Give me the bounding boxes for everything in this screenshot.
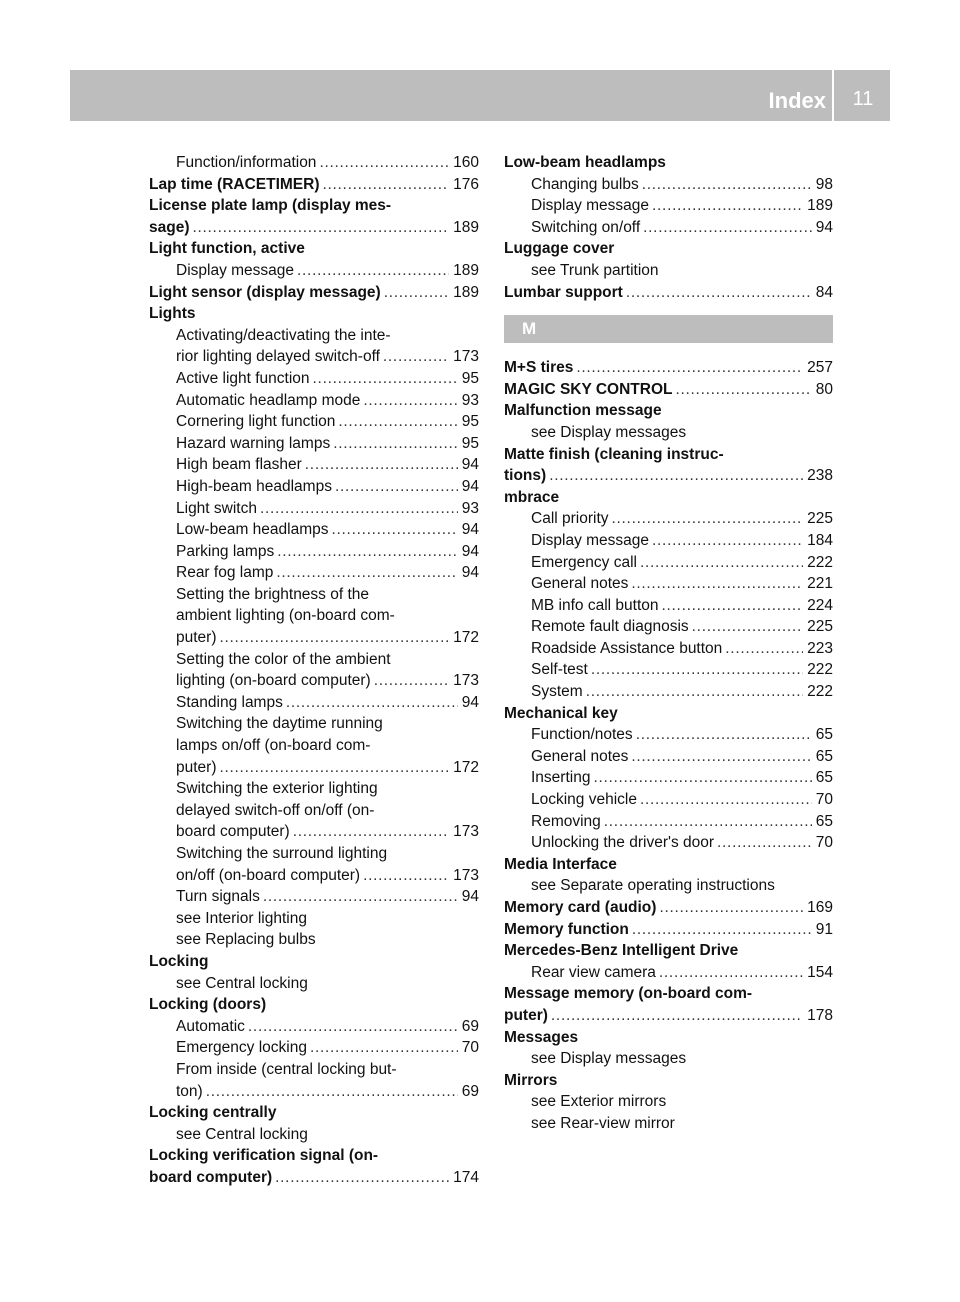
index-subentry [149,476,479,498]
entry-text: Active light function [176,369,310,387]
entry-text: tions) [504,467,547,485]
page-reference[interactable]: 94 [815,218,833,236]
index-entry [504,897,833,919]
page-reference[interactable]: 95 [461,434,479,452]
index-column-left [149,152,479,1189]
dot-leader [643,217,812,239]
index-column-right [504,152,833,1135]
entry-text: Activating/deactivating the inte- [176,326,391,344]
index-subentry [149,325,479,347]
index-subentry [149,649,479,671]
page-reference[interactable]: 173 [453,866,479,884]
page-reference[interactable]: 98 [815,175,833,193]
index-subentry [504,875,833,897]
entry-text: Lights [149,305,196,323]
page-reference[interactable]: 189 [453,218,479,236]
dot-leader [640,552,803,574]
entry-text: Locking verification signal (on- [149,1147,379,1165]
dot-leader [335,476,458,498]
page-title: Index [768,88,826,113]
index-subentry [149,541,479,563]
index-entry [149,1145,479,1167]
entry-text: Setting the color of the ambient [176,650,391,668]
entry-text: Emergency call [531,553,637,571]
page-reference[interactable]: 93 [461,391,479,409]
dot-leader [384,282,449,304]
dot-leader [277,541,458,563]
entry-text: see Rear-view mirror [531,1114,675,1132]
entry-text: Rear view camera [531,963,656,981]
entry-text: General notes [531,575,629,593]
entry-text: see Central locking [176,974,308,992]
index-entry [504,238,833,260]
page-reference[interactable]: 160 [453,154,479,171]
dot-leader [193,217,450,239]
index-subentry [149,821,479,843]
entry-text: Cornering light function [176,413,336,431]
dot-leader [692,616,803,638]
index-entry [504,465,833,487]
dot-leader [363,390,457,412]
page-reference[interactable]: 221 [807,575,833,593]
index-subentry [149,843,479,865]
dot-leader [220,627,450,649]
index-subentry [504,638,833,660]
dot-leader [332,519,458,541]
entry-text: Roadside Assistance button [531,639,723,657]
index-subentry [504,422,833,444]
entry-text: Turn signals [176,888,260,906]
index-subentry [504,508,833,530]
index-subentry [504,789,833,811]
entry-text: Automatic headlamp mode [176,391,361,409]
dot-leader [276,562,457,584]
index-subentry [504,681,833,703]
dot-leader [286,692,458,714]
index-entry [504,152,833,174]
entry-text: see Display messages [531,1050,687,1068]
entry-text: MAGIC SKY CONTROL [504,380,673,398]
index-subentry [504,260,833,282]
index-entry [504,919,833,941]
index-subentry [149,735,479,757]
entry-text: Call priority [531,510,609,528]
page-reference[interactable]: 70 [815,791,833,809]
dot-leader [383,346,449,368]
entry-text: MB info call button [531,596,659,614]
entry-text: Hazard warning lamps [176,434,331,452]
entry-text: Remote fault diagnosis [531,618,689,636]
index-subentry [149,562,479,584]
index-subentry [149,1059,479,1081]
index-entry [149,1102,479,1124]
dot-leader [549,465,803,487]
dot-leader [323,174,450,196]
index-subentry [149,692,479,714]
index-entry [149,994,479,1016]
entry-text: see Exterior mirrors [531,1093,667,1111]
entry-text: mbrace [504,488,560,506]
entry-text: Memory card (audio) [504,899,657,916]
page-reference[interactable]: 222 [807,553,833,571]
dot-leader [297,260,449,282]
entry-text: System [531,683,583,701]
entry-text: see Replacing bulbs [176,931,316,949]
entry-text: Function/information [176,154,317,171]
index-subentry [504,724,833,746]
entry-text: ton) [176,1082,203,1100]
dot-leader [632,919,812,941]
index-subentry [149,627,479,649]
entry-text: puter) [504,1006,548,1024]
index-subentry [149,390,479,412]
dot-leader [586,681,803,703]
index-subentry [149,929,479,951]
dot-leader [333,433,458,455]
index-entry [149,174,479,196]
page-reference[interactable]: 95 [461,369,479,387]
index-subentry [149,886,479,908]
entry-text: Rear fog lamp [176,564,274,582]
entry-text: Luggage cover [504,240,615,258]
dot-leader [338,411,457,433]
entry-text: High beam flasher [176,456,302,474]
entry-text: Matte finish (cleaning instruc- [504,445,724,463]
index-subentry [149,1037,479,1059]
entry-text: delayed switch-off on/off (on- [176,801,375,819]
page-number: 11 [852,88,874,110]
index-subentry [504,746,833,768]
index-subentry [149,908,479,930]
entry-text: Changing bulbs [531,175,639,193]
index-subentry [149,498,479,520]
index-entry [504,983,833,1005]
dot-leader [248,1016,458,1038]
index-entry [149,195,479,217]
index-subentry [504,552,833,574]
entry-text: Low-beam headlamps [176,521,329,539]
entry-text: Automatic [176,1017,245,1035]
page-reference[interactable]: 65 [815,747,833,765]
dot-leader [313,368,458,390]
page-reference[interactable]: 95 [461,413,479,431]
page-reference[interactable]: 65 [815,769,833,787]
entry-text: puter) [176,629,217,647]
entry-text: Malfunction message [504,402,662,420]
index-subentry [504,616,833,638]
entry-text: Switching on/off [531,218,641,236]
entry-text: Inserting [531,769,591,787]
dot-leader [260,498,458,520]
entry-text: on/off (on-board computer) [176,866,361,884]
page-reference[interactable]: 94 [461,542,479,560]
page-reference[interactable]: 225 [807,618,833,636]
index-subentry [149,260,479,282]
entry-text: Display message [531,531,650,549]
page-reference[interactable]: 238 [807,467,833,485]
dot-leader [642,174,812,196]
entry-text: Locking (doors) [149,996,267,1014]
page-reference[interactable]: 84 [815,283,833,301]
entry-text: Light switch [176,499,257,517]
page-reference[interactable]: 189 [453,261,479,279]
entry-text: M+S tires [504,359,574,377]
dot-leader [263,886,458,908]
index-subentry [504,832,833,854]
index-entry [504,1070,833,1092]
index-subentry [149,800,479,822]
index-subentry [504,1113,833,1135]
index-group-l-end [504,152,833,303]
dot-leader [593,767,811,789]
index-subentry [149,865,479,887]
index-subentry [149,368,479,390]
page-reference[interactable]: 93 [461,499,479,517]
index-subentry [149,519,479,541]
page-reference[interactable]: 94 [461,564,479,582]
page-reference[interactable]: 94 [461,456,479,474]
entry-text: Display message [176,261,295,279]
index-subentry [149,584,479,606]
entry-text: Function/notes [531,726,633,744]
entry-text: Mechanical key [504,704,618,722]
entry-text: Removing [531,812,601,830]
page-reference[interactable]: 91 [815,920,833,938]
dot-leader [363,865,449,887]
entry-text: Messages [504,1028,579,1046]
dot-leader [626,282,812,304]
entry-text: Setting the brightness of the [176,585,370,603]
page-reference[interactable]: 173 [453,348,479,366]
dot-leader [676,379,812,401]
entry-text: Memory function [504,920,629,938]
entry-text: High-beam headlamps [176,477,332,495]
page-reference[interactable]: 223 [807,639,833,657]
index-entry [504,282,833,304]
entry-text: Self-test [531,661,588,679]
entry-text: From inside (central locking but- [176,1060,397,1078]
dot-leader [305,454,458,476]
entry-text: License plate lamp (display mes- [149,197,392,215]
entry-text: Low-beam headlamps [504,154,666,171]
entry-text: General notes [531,747,629,765]
page-reference[interactable]: 178 [807,1006,833,1024]
page-reference[interactable]: 172 [453,629,479,647]
page-reference[interactable]: 65 [815,726,833,744]
dot-leader [310,1037,458,1059]
entry-text: Mercedes-Benz Intelligent Drive [504,942,739,960]
index-subentry [504,962,833,984]
index-subentry [149,1124,479,1146]
dot-leader [551,1005,803,1027]
page-reference[interactable]: 172 [453,758,479,776]
entry-text: see Separate operating instructions [531,877,775,895]
index-entry [504,703,833,725]
entry-text: see Interior lighting [176,909,307,927]
index-entry [504,854,833,876]
dot-leader [636,724,812,746]
index-subentry [504,811,833,833]
entry-text: Locking [149,952,209,970]
page-reference[interactable]: 222 [807,683,833,701]
index-subentry [149,346,479,368]
index-entry [504,1005,833,1027]
index-subentry [504,174,833,196]
section-letter-bar [504,315,833,343]
entry-text: lighting (on-board computer) [176,672,371,690]
entry-text: sage) [149,218,190,236]
dot-leader [662,595,804,617]
page-reference[interactable]: 70 [815,834,833,852]
index-subentry [504,195,833,217]
page-reference[interactable]: 94 [461,693,479,711]
entry-text: Mirrors [504,1071,558,1089]
entry-text: Switching the daytime running [176,715,383,733]
dot-leader [604,811,812,833]
dot-leader [652,195,803,217]
entry-text: rior lighting delayed switch-off [176,348,380,366]
page-reference[interactable]: 257 [807,359,833,377]
page-reference[interactable]: 174 [453,1168,479,1186]
entry-text: board computer) [176,823,290,841]
entry-text: Media Interface [504,855,617,873]
page-reference[interactable]: 189 [453,283,479,301]
entry-text: Light function, active [149,240,305,258]
index-subentry [504,1048,833,1070]
index-entry [149,303,479,325]
index-subentry [149,1016,479,1038]
index-entry [504,400,833,422]
page-reference[interactable]: 94 [461,477,479,495]
index-subentry [149,411,479,433]
header-divider [832,70,834,121]
page-reference[interactable]: 184 [807,531,833,549]
index-entry [504,379,833,401]
dot-leader [659,962,803,984]
page-reference[interactable]: 169 [807,899,833,916]
index-subentry [504,530,833,552]
page-reference[interactable]: 173 [453,672,479,690]
index-subentry [504,595,833,617]
page-reference[interactable]: 70 [461,1039,479,1057]
entry-text: Display message [531,197,650,215]
entry-text: Locking centrally [149,1104,277,1122]
index-subentry [504,573,833,595]
dot-leader [319,152,449,174]
index-entry [149,238,479,260]
index-subentry [149,973,479,995]
index-entry [149,951,479,973]
page-reference[interactable]: 225 [807,510,833,528]
entry-text: board computer) [149,1168,273,1186]
index-subentry [149,778,479,800]
index-subentry [504,1091,833,1113]
index-entry [504,487,833,509]
dot-leader [631,746,811,768]
page-reference[interactable]: 94 [461,888,479,906]
entry-text: Message memory (on-board com- [504,985,753,1003]
dot-leader [293,821,449,843]
index-subentry [149,605,479,627]
entry-text: Unlocking the driver's door [531,834,715,852]
index-entry [149,217,479,239]
page-reference[interactable]: 173 [453,823,479,841]
index-subentry [149,757,479,779]
page-reference[interactable]: 94 [461,521,479,539]
page-reference[interactable]: 222 [807,661,833,679]
dot-leader [725,638,803,660]
page-reference[interactable]: 69 [461,1017,479,1035]
entry-text: Switching the exterior lighting [176,780,378,798]
entry-text: puter) [176,758,217,776]
entry-text: ambient lighting (on-board com- [176,607,395,625]
index-group-m [504,357,833,1134]
index-subentry [149,433,479,455]
dot-leader [576,357,803,379]
index-subentry [149,454,479,476]
entry-text: Locking vehicle [531,791,637,809]
page-reference[interactable]: 80 [815,380,833,398]
entry-text: Standing lamps [176,693,283,711]
dot-leader [374,670,449,692]
index-entry [149,282,479,304]
entry-text: see Trunk partition [531,261,659,279]
index-subentry [504,659,833,681]
entry-text: see Display messages [531,423,687,441]
entry-text: Lumbar support [504,283,623,301]
entry-text: Parking lamps [176,542,275,560]
dot-leader [591,659,803,681]
entry-text: see Central locking [176,1125,308,1143]
entry-text: Emergency locking [176,1039,307,1057]
index-subentry [504,767,833,789]
entry-text: Switching the surround lighting [176,845,388,862]
dot-leader [631,573,803,595]
dot-leader [652,530,803,552]
entry-text: lamps on/off (on-board com- [176,737,371,755]
dot-leader [220,757,450,779]
page-reference[interactable]: 65 [815,812,833,830]
index-entry [504,357,833,379]
index-entry [504,940,833,962]
page-reference[interactable]: 154 [807,963,833,981]
index-subentry [149,713,479,735]
section-letter: M [522,319,537,339]
dot-leader [717,832,812,854]
page-reference[interactable]: 69 [461,1082,479,1100]
index-entry [504,1027,833,1049]
page-reference[interactable]: 189 [807,197,833,215]
index-subentry [504,217,833,239]
index-entry [149,1167,479,1189]
index-subentry [149,152,479,174]
dot-leader [659,897,803,919]
index-subentry [149,670,479,692]
entry-text: Light sensor (display message) [149,283,381,301]
index-subentry [149,1081,479,1103]
dot-leader [640,789,812,811]
index-entry [504,444,833,466]
dot-leader [275,1167,449,1189]
entry-text: Lap time (RACETIMER) [149,175,320,193]
dot-leader [206,1081,458,1103]
page-reference[interactable]: 176 [453,175,479,193]
page-reference[interactable]: 224 [807,596,833,614]
dot-leader [612,508,804,530]
